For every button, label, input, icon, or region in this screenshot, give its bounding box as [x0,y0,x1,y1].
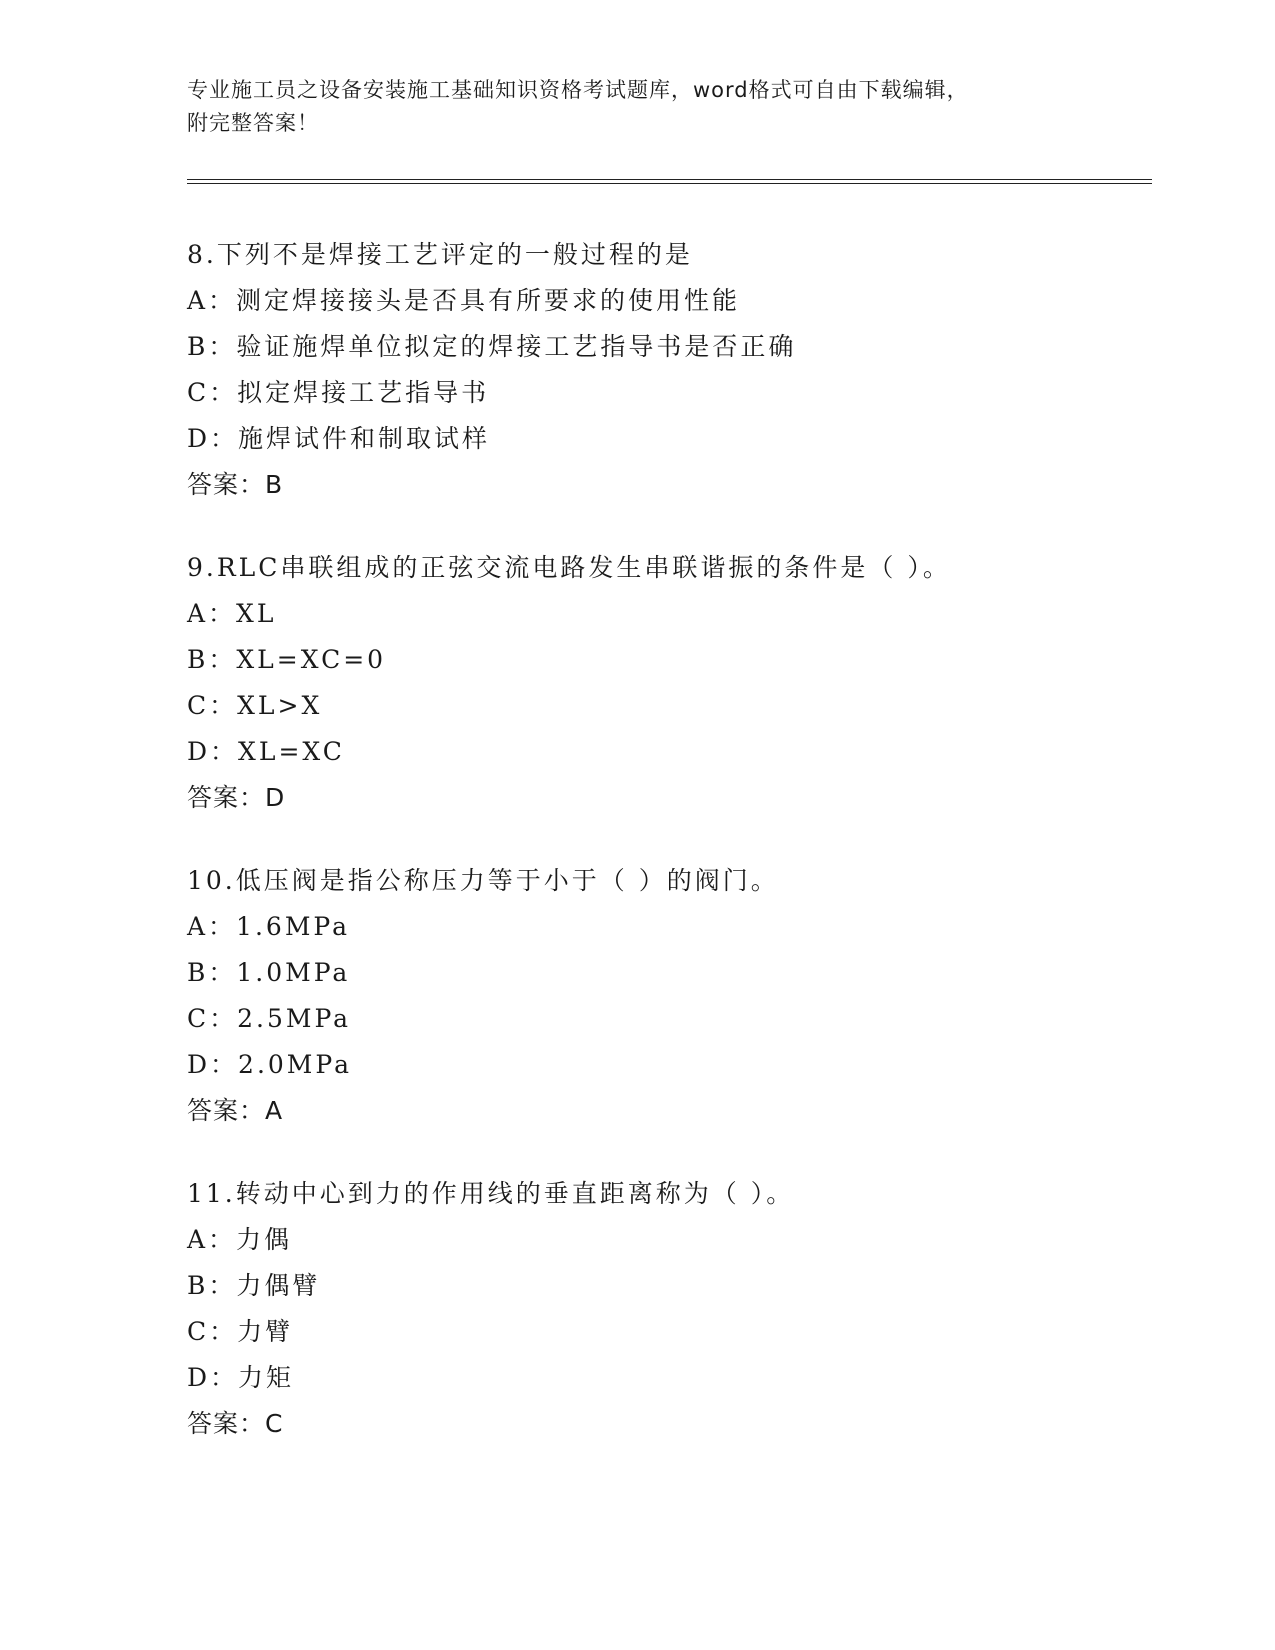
option-b: B：力偶臂 [187,1271,321,1300]
option-a: A：测定焊接接头是否具有所要求的使用性能 [187,286,741,315]
option-c: C：力臂 [187,1317,294,1346]
option-a: A：XL [187,599,277,628]
option-c: C：拟定焊接工艺指导书 [187,378,490,407]
question-stem: 11.转动中心到力的作用线的垂直距离称为（ ）。 [187,1179,795,1208]
option-d: D：施焊试件和制取试样 [187,424,491,453]
option-c: C：XL>X [187,691,323,720]
option-d: D：XL=XC [187,737,345,766]
answer-line: 答案：A [187,1096,284,1125]
answer-line: 答案：B [187,470,284,499]
option-b: B：XL=XC=0 [187,645,387,674]
option-d: D：2.0MPa [187,1050,353,1079]
header-divider-top [187,179,1152,180]
question-block-9 [187,545,1187,821]
document-header [187,74,1067,140]
question-block-11 [187,1171,1187,1447]
option-b: B：1.0MPa [187,958,351,987]
option-b: B：验证施焊单位拟定的焊接工艺指导书是否正确 [187,332,797,361]
option-a: A：1.6MPa [187,912,351,941]
answer-line: 答案：D [187,783,286,812]
question-stem: 8.下列不是焊接工艺评定的一般过程的是 [187,240,693,269]
option-a: A：力偶 [187,1225,293,1254]
header-line-2: 附完整答案！ [187,111,319,135]
answer-line: 答案：C [187,1409,284,1438]
question-block-8 [187,232,1187,508]
option-d: D：力矩 [187,1363,295,1392]
question-stem: 10.低压阀是指公称压力等于小于（ ）的阀门。 [187,866,779,895]
option-c: C：2.5MPa [187,1004,352,1033]
question-stem: 9.RLC串联组成的正弦交流电路发生串联谐振的条件是（ ）。 [187,553,951,582]
header-line-1: 专业施工员之设备安装施工基础知识资格考试题库，word格式可自由下载编辑， [187,78,969,102]
header-divider-bottom [187,183,1152,184]
question-block-10 [187,858,1187,1134]
